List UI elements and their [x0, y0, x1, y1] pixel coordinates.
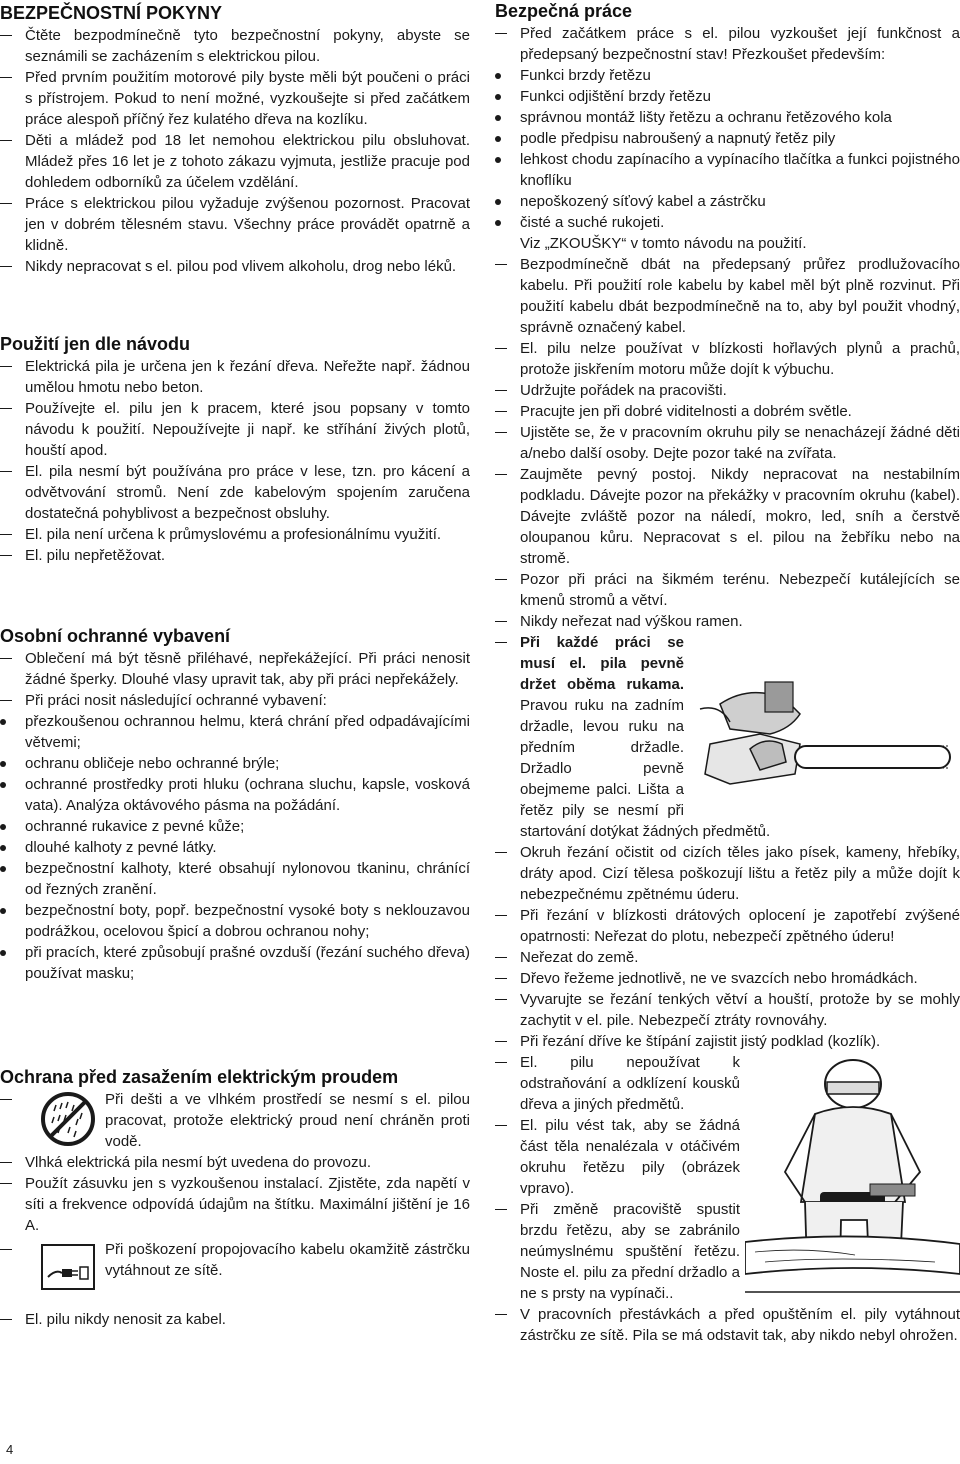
grip-bold-text: Při každé práci se musí el. pila pevně držet oběma rukama.: [520, 634, 684, 693]
list-item: [0, 461, 470, 524]
list-item: [0, 545, 470, 566]
bullet-text: přezkoušenou ochrannou helmu, která chrání před odpadávajícími větvemi;: [25, 713, 470, 751]
bullet-dot: [495, 94, 501, 100]
list-item: [495, 1031, 960, 1052]
list-item: [495, 254, 960, 338]
electric-list: [0, 1089, 470, 1330]
bullet-text: Funkci brzdy řetězu: [520, 67, 651, 84]
item-text: Při změně pracoviště spustit brzdu řetězu, aby se zabránilo neúmyslnému spuštění řetězu. Noste el. pilu za přední držadlo a ne s prsty na vypínači..: [520, 1201, 740, 1302]
bullet-text: čisté a suché rukojeti.: [520, 214, 665, 231]
bullet-text: při pracích, které způsobují prašné ovzduší (řezání suchého dřeva) používat masku;: [25, 944, 470, 982]
bullet-item: [0, 858, 470, 900]
bullet-text: dlouhé kalhoty z pevné látky.: [25, 839, 217, 856]
list-item: [495, 23, 960, 65]
bullet-dot: [0, 866, 6, 872]
item-text: Bezpodmínečně dbát na předepsaný průřez prodlužovacího kabelu. Při použití role kabelu by kabel měl být plně rozvinut. Při použití kabelu dbát bezpodmínečně na to, aby byl použit vhodný, správně označený kabel.: [520, 256, 960, 336]
bullet-item: [495, 65, 960, 86]
list-item: [495, 1304, 960, 1346]
bullet-text: bezpečnostní boty, popř. bezpečnostní vysoké boty s neklouzavou podrážkou, ocelovou špicí a dobrou ochranou nohy;: [25, 902, 470, 940]
list-item: [495, 611, 960, 632]
bullet-item: [495, 149, 960, 191]
list-item: [0, 524, 470, 545]
list-item: [495, 905, 960, 947]
usage-heading: Použití jen dle návodu: [0, 334, 191, 354]
item-text: Použít zásuvku jen s vyzkoušenou instalací. Zjistěte, zda napětí v síti a frekvence odpovídá údajům na štítku. Maximální jištění je 16 A.: [25, 1175, 470, 1234]
bullet-item: [0, 900, 470, 942]
bullet-item: [0, 816, 470, 837]
bullet-item: [495, 86, 960, 107]
ppe-heading: Osobní ochranné vybavení: [0, 626, 231, 646]
ppe-list: [0, 648, 470, 984]
item-text: Při řezání dříve ke štípání zajistit jistý podklad (kozlík).: [520, 1033, 881, 1050]
item-text: Čtěte bezpodmínečně tyto bezpečnostní pokyny, abyste se seznámili se zacházením s elektrickou pilou.: [25, 27, 470, 65]
bullet-text: ochranné rukavice z pevné kůže;: [25, 818, 245, 835]
item-text: Neřezat do země.: [520, 949, 639, 966]
item-text: Při řezání v blízkosti drátových oplocení je zapotřebí zvýšené opatrnosti: Neřezat do plotu, nebezpečí zpětného úderu!: [520, 907, 960, 945]
bullet-dot: [495, 220, 501, 226]
bullet-text: podle předpisu nabroušený a napnutý řetěz pily: [520, 130, 836, 147]
list-item: [495, 947, 960, 968]
bullet-text: Funkci odjištění brzdy řetězu: [520, 88, 711, 105]
list-item: [0, 398, 470, 461]
item-text: El. pilu nikdy nenosit za kabel.: [25, 1311, 226, 1328]
bullet-dot: [0, 845, 6, 851]
bullet-dot: [0, 782, 6, 788]
bullet-item: [495, 191, 960, 212]
list-item: [495, 842, 960, 905]
bullet-item: [0, 711, 470, 753]
item-text: Při práci nosit následující ochranné vybavení:: [25, 692, 327, 709]
list-item: [0, 256, 470, 277]
item-text: El. pila není určena k průmyslovému a profesionálnímu využití.: [25, 526, 442, 543]
item-text: Vlhká elektrická pila nesmí být uvedena do provozu.: [25, 1154, 372, 1171]
list-item: [495, 422, 960, 464]
item-text: Oblečení má být těsně přiléhavé, nepřekážející. Při práci nenosit žádné šperky. Dlouhé vlasy upravit tak, aby při práci nepřekážely.: [25, 650, 470, 688]
bullet-text: nepoškozený síťový kabel a zástrčku: [520, 193, 766, 210]
item-text: El. pilu nepřetěžovat.: [25, 547, 166, 564]
safety-heading: BEZPEČNOSTNÍ POKYNY: [0, 3, 223, 23]
list-item: [495, 401, 960, 422]
item-text: Používejte el. pilu jen k pracem, které jsou popsany v tomto návodu k použití. Nepoužívejte ji např. ke stříhání živých plotů, houští apod.: [25, 400, 470, 459]
bullet-dot: [0, 908, 6, 914]
bullet-dot: [0, 824, 6, 830]
bullet-dot: [495, 136, 501, 142]
item-text: El. pilu nepoužívat k odstraňování a odklízení kousků dřeva a jiných předmětů.: [520, 1054, 740, 1113]
list-item: [0, 648, 470, 690]
usage-list: [0, 356, 470, 566]
list-item-grip: [495, 632, 960, 842]
list-item: [0, 690, 470, 711]
bullet-text: ochranné prostředky proti hluku (ochrana sluchu, kapsle, vosková vata). Analýza oktávového pásma na požádání.: [25, 776, 470, 814]
safe-work-heading: Bezpečná práce: [495, 1, 633, 21]
item-text: Zaujměte pevný postoj. Nikdy nepracovat na nestabilním podkladu. Dávejte pozor na překážky v pracovním okruhu (kabel). Dávejte zvláště pozor na náledí, mokro, led, sníh a čerstvě oloupanou kůru. Nepracovat s el. pilou na žebříku nebo na stromě.: [520, 466, 960, 567]
item-text: El. pilu nelze používat v blízkosti hořlavých plynů a prachů, protože jiskřením motoru může dojít k výbuchu.: [520, 340, 960, 378]
wood-cutting-group: [495, 1052, 960, 1304]
bullet-item: [495, 128, 960, 149]
bullet-item: [0, 942, 470, 984]
bullet-item: [495, 212, 960, 233]
no-rain-icon: [40, 1091, 96, 1147]
bullet-dot: [495, 199, 501, 205]
grip-rest-text: Pravou ruku na zadním držadle, levou ruku na předním držadle. Držadlo pevně obejmeme palci. Lišta a řetěz pily se nesmí při startování dotýkat žádných předmětů.: [520, 697, 771, 840]
list-item: [0, 1309, 470, 1330]
list-item: [495, 1199, 960, 1304]
list-item: [0, 1089, 470, 1152]
list-item: [0, 193, 470, 256]
bullet-dot: [0, 761, 6, 767]
item-text: Udržujte pořádek na pracovišti.: [520, 382, 727, 399]
list-item: [0, 25, 470, 67]
item-text: Nikdy nepracovat s el. pilou pod vlivem alkoholu, drog nebo léků.: [25, 258, 457, 275]
list-item: [495, 1115, 960, 1199]
item-text: Před začátkem práce s el. pilou vyzkoušet její funkčnost a předepsaný bezpečnostní stav! Přezkoušet především:: [520, 25, 960, 63]
list-item: [0, 67, 470, 130]
safety-list: [0, 25, 470, 277]
bullet-dot: [495, 73, 501, 79]
list-item: [495, 968, 960, 989]
list-item: [495, 338, 960, 380]
item-text: V pracovních přestávkách a před opuštěním el. pily vytáhnout zástrčku ze sítě. Pila se má odstavit tak, aby nikdo nebyl ohrožen.: [520, 1306, 960, 1344]
bullet-text: ochranu obličeje nebo ochranné brýle;: [25, 755, 280, 772]
bullet-text: bezpečnostní kalhoty, které obsahují nylonovou tkaninu, chránící od řezných zranění.: [25, 860, 470, 898]
item-text: Nikdy neřezat nad výškou ramen.: [520, 613, 743, 630]
list-item: [495, 380, 960, 401]
page-number: 4: [6, 1442, 14, 1457]
bullet-dot: [0, 950, 6, 956]
item-text: Pracujte jen při dobré viditelnosti a dobrém světle.: [520, 403, 852, 420]
item-text: Pozor při práci na šikmém terénu. Nebezpečí kutálejících se kmenů stromů a větví.: [520, 571, 960, 609]
list-item: [495, 1052, 960, 1115]
bullet-dot: [0, 719, 6, 725]
unplug-icon: [40, 1243, 96, 1291]
see-tests-note: Viz „ZKOUŠKY“ v tomto návodu na použití.: [520, 235, 807, 252]
item-text: Dřevo řežeme jednotlivě, ne ve svazcích nebo hromádkách.: [520, 970, 918, 987]
list-item: [495, 464, 960, 569]
list-item: [495, 569, 960, 611]
list-item: [0, 1239, 470, 1299]
bullet-dot: [495, 157, 501, 163]
item-text: Práce s elektrickou pilou vyžaduje zvýšenou pozornost. Pracovat jen v dobrém tělesném stavu. Všechny práce provádět opatrně a klidně.: [25, 195, 470, 254]
safe-work-list: [495, 23, 960, 1346]
item-text: Při poškození propojovacího kabelu okamžitě zástrčku vytáhnout ze sítě.: [105, 1241, 470, 1279]
item-text: Před prvním použitím motorové pily byste měli být poučeni o práci s přístrojem. Pokud to není možné, vyzkoušejte si před začátkem práce alespoň příčný řez kulatého dřeva na kozlíku.: [25, 69, 470, 128]
item-text: El. pilu vést tak, aby se žádná část těla nenalézala v otáčivém okruhu řetězu pily (obrázek vpravo).: [520, 1117, 740, 1197]
list-item: [0, 130, 470, 193]
item-text: Ujistěte se, že v pracovním okruhu pily se nenacházejí žádné děti a/nebo další osoby. Dejte pozor také na zvířata.: [520, 424, 960, 462]
electric-heading: Ochrana před zasažením elektrickým proudem: [0, 1067, 399, 1087]
list-item: [0, 356, 470, 398]
bullet-dot: [495, 115, 501, 121]
item-text: Elektrická pila je určena jen k řezání dřeva. Neřežte např. žádnou umělou hmotu nebo beton.: [25, 358, 470, 396]
bullet-text: správnou montáž lišty řetězu a ochranu řetězového kola: [520, 109, 892, 126]
item-text: Děti a mládež pod 18 let nemohou elektrickou pilu obsluhovat. Mládež přes 16 let je z tohoto zákazu vyjmuta, jestliže pracuje pod dohledem odborníků za účelem vzdělání.: [25, 132, 470, 191]
bullet-item: [495, 107, 960, 128]
bullet-text: lehkost chodu zapínacího a vypínacího tlačítka a funkci pojistného knoflíku: [520, 151, 960, 189]
bullet-item: [0, 837, 470, 858]
item-text: Vyvarujte se řezání tenkých větví a houští, protože by se mohly zachytit v el. pile. Nebezpečí ztráty rovnováhy.: [520, 991, 960, 1029]
bullet-item: [0, 774, 470, 816]
list-item: [0, 1152, 470, 1173]
list-item: [0, 1173, 470, 1236]
item-text: El. pila nesmí být používána pro práce v lese, tzn. pro kácení a odvětvování stromů. Není zde kabelovým spojením zaručena dostatečná pohyblivost a bezpečnost obsluhy.: [25, 463, 470, 522]
item-text: Při dešti a ve vlhkém prostředí se nesmí s el. pilou pracovat, protože elektrický proud není chráněn proti vodě.: [105, 1091, 470, 1150]
bullet-item: [0, 753, 470, 774]
chainsaw-grip-illustration: [690, 674, 960, 809]
list-item: [495, 989, 960, 1031]
item-text: Okruh řezání očistit od cizích těles jako písek, kameny, hřebíky, dráty apod. Cizí tělesa poškozují lištu a řetěz pily a může dojít k nebezpečnému zpětnému úderu.: [520, 844, 960, 903]
